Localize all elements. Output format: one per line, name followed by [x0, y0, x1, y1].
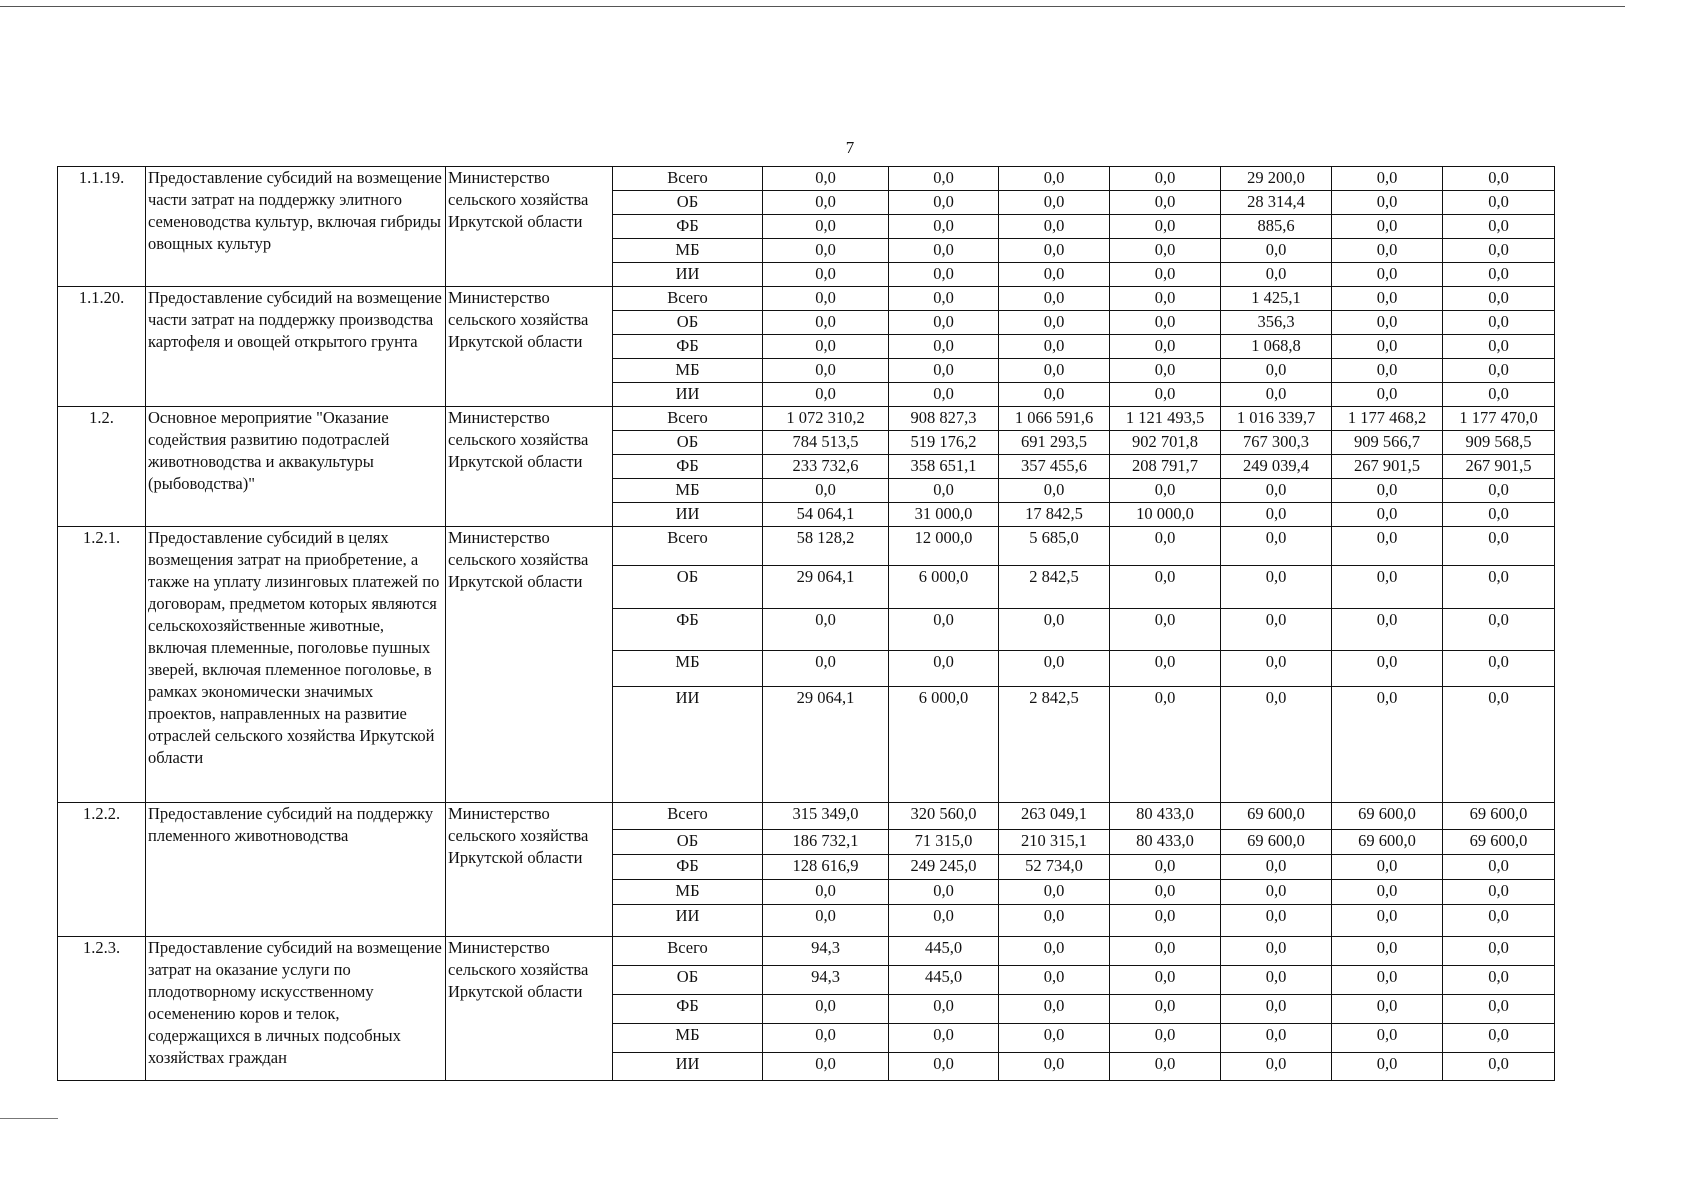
funding-value: 358 651,1: [889, 455, 999, 479]
funding-value: 0,0: [763, 263, 889, 287]
funding-value: 54 064,1: [763, 503, 889, 527]
funding-value: 0,0: [1110, 239, 1221, 263]
funding-value: 0,0: [1110, 687, 1221, 803]
funding-value: 0,0: [763, 651, 889, 687]
funding-value: 0,0: [999, 383, 1110, 407]
funding-value: 0,0: [763, 239, 889, 263]
funding-value: 445,0: [889, 937, 999, 966]
funding-source: ОБ: [613, 566, 763, 609]
funding-value: 29 064,1: [763, 687, 889, 803]
funding-value: 0,0: [1110, 335, 1221, 359]
measure-code: 1.1.19.: [58, 167, 146, 287]
funding-value: 5 685,0: [999, 527, 1110, 566]
funding-value: 0,0: [1443, 609, 1555, 651]
funding-value: 208 791,7: [1110, 455, 1221, 479]
funding-value: 0,0: [1221, 966, 1332, 995]
scan-edge-line: [0, 6, 1625, 7]
funding-source: ФБ: [613, 455, 763, 479]
funding-value: 0,0: [889, 1024, 999, 1053]
funding-value: 28 314,4: [1221, 191, 1332, 215]
measure-executor: Министерство сельского хозяйства Иркутской области: [446, 287, 613, 407]
funding-value: 320 560,0: [889, 803, 999, 830]
funding-value: 0,0: [889, 383, 999, 407]
funding-value: 0,0: [763, 479, 889, 503]
funding-value: 0,0: [1332, 937, 1443, 966]
funding-value: 0,0: [1110, 937, 1221, 966]
funding-source: ИИ: [613, 905, 763, 937]
funding-value: 0,0: [1332, 966, 1443, 995]
table-row: [58, 937, 1555, 966]
funding-value: 80 433,0: [1110, 830, 1221, 855]
funding-source: МБ: [613, 651, 763, 687]
funding-value: 691 293,5: [999, 431, 1110, 455]
funding-value: 0,0: [1110, 855, 1221, 880]
funding-value: 0,0: [1443, 287, 1555, 311]
funding-value: 0,0: [1443, 191, 1555, 215]
funding-value: 0,0: [1221, 905, 1332, 937]
funding-value: 0,0: [1221, 566, 1332, 609]
funding-value: 0,0: [1443, 1053, 1555, 1081]
funding-value: 210 315,1: [999, 830, 1110, 855]
funding-value: 0,0: [1332, 167, 1443, 191]
funding-value: 0,0: [1443, 527, 1555, 566]
budget-table-body: [58, 167, 1555, 1081]
funding-value: 0,0: [999, 1053, 1110, 1081]
funding-value: 0,0: [999, 335, 1110, 359]
funding-value: 0,0: [1221, 1024, 1332, 1053]
funding-source: Всего: [613, 527, 763, 566]
funding-value: 0,0: [763, 335, 889, 359]
funding-source: Всего: [613, 803, 763, 830]
funding-value: 69 600,0: [1221, 830, 1332, 855]
funding-value: 1 121 493,5: [1110, 407, 1221, 431]
measure-name: Предоставление субсидий на возмещение затрат на оказание услуги по плодотворному искусственному осеменению коров и телок, содержащихся в личных подсобных хозяйствах граждан: [146, 937, 446, 1081]
funding-value: 58 128,2: [763, 527, 889, 566]
measure-executor: Министерство сельского хозяйства Иркутской области: [446, 937, 613, 1081]
funding-value: 0,0: [1110, 263, 1221, 287]
funding-value: 0,0: [999, 239, 1110, 263]
funding-value: 1 177 470,0: [1443, 407, 1555, 431]
measure-executor: Министерство сельского хозяйства Иркутской области: [446, 407, 613, 527]
funding-value: 0,0: [889, 1053, 999, 1081]
funding-value: 52 734,0: [999, 855, 1110, 880]
funding-value: 0,0: [1110, 1053, 1221, 1081]
funding-value: 31 000,0: [889, 503, 999, 527]
funding-value: 0,0: [763, 167, 889, 191]
measure-name: Предоставление субсидий на поддержку племенного животноводства: [146, 803, 446, 937]
funding-value: 10 000,0: [1110, 503, 1221, 527]
funding-value: 0,0: [1332, 311, 1443, 335]
funding-source: ОБ: [613, 311, 763, 335]
funding-value: 0,0: [763, 1024, 889, 1053]
funding-value: 0,0: [889, 191, 999, 215]
funding-value: 0,0: [1221, 263, 1332, 287]
funding-value: 1 066 591,6: [999, 407, 1110, 431]
funding-value: 0,0: [889, 167, 999, 191]
funding-value: 6 000,0: [889, 566, 999, 609]
funding-value: 2 842,5: [999, 566, 1110, 609]
funding-value: 0,0: [1110, 167, 1221, 191]
funding-value: 0,0: [889, 609, 999, 651]
funding-value: 0,0: [999, 609, 1110, 651]
funding-source: ФБ: [613, 995, 763, 1024]
funding-value: 0,0: [1110, 905, 1221, 937]
table-row: [58, 287, 1555, 311]
budget-table: [57, 166, 1555, 1081]
funding-value: 0,0: [1332, 687, 1443, 803]
measure-code: 1.2.1.: [58, 527, 146, 803]
measure-name: Основное мероприятие "Оказание содействия развитию подотраслей животноводства и аквакультуры (рыбоводства)": [146, 407, 446, 527]
measure-executor: Министерство сельского хозяйства Иркутской области: [446, 803, 613, 937]
funding-value: 0,0: [763, 191, 889, 215]
funding-value: 0,0: [889, 995, 999, 1024]
funding-value: 0,0: [1332, 383, 1443, 407]
funding-value: 0,0: [763, 287, 889, 311]
funding-source: ФБ: [613, 609, 763, 651]
funding-value: 0,0: [1332, 905, 1443, 937]
funding-value: 0,0: [1443, 905, 1555, 937]
funding-value: 0,0: [889, 651, 999, 687]
funding-value: 0,0: [1221, 359, 1332, 383]
funding-source: ОБ: [613, 966, 763, 995]
funding-source: ФБ: [613, 855, 763, 880]
funding-value: 0,0: [1110, 191, 1221, 215]
funding-value: 2 842,5: [999, 687, 1110, 803]
measure-code: 1.1.20.: [58, 287, 146, 407]
funding-value: 186 732,1: [763, 830, 889, 855]
funding-source: ИИ: [613, 687, 763, 803]
funding-value: 0,0: [889, 287, 999, 311]
funding-value: 263 049,1: [999, 803, 1110, 830]
funding-value: 1 016 339,7: [1221, 407, 1332, 431]
funding-value: 0,0: [763, 995, 889, 1024]
funding-value: 0,0: [1443, 479, 1555, 503]
funding-value: 0,0: [1221, 937, 1332, 966]
funding-value: 0,0: [1443, 937, 1555, 966]
funding-value: 0,0: [1443, 383, 1555, 407]
funding-value: 80 433,0: [1110, 803, 1221, 830]
funding-value: 29 064,1: [763, 566, 889, 609]
funding-value: 0,0: [1332, 855, 1443, 880]
funding-value: 0,0: [889, 215, 999, 239]
table-row: [58, 167, 1555, 191]
funding-value: 0,0: [1110, 880, 1221, 905]
funding-value: 0,0: [1110, 527, 1221, 566]
funding-value: 1 425,1: [1221, 287, 1332, 311]
funding-value: 94,3: [763, 937, 889, 966]
funding-value: 0,0: [999, 263, 1110, 287]
funding-value: 0,0: [1332, 566, 1443, 609]
funding-value: 0,0: [999, 880, 1110, 905]
funding-value: 0,0: [1332, 479, 1443, 503]
funding-value: 0,0: [1332, 1024, 1443, 1053]
funding-value: 0,0: [1110, 995, 1221, 1024]
table-row: [58, 803, 1555, 830]
measure-code: 1.2.: [58, 407, 146, 527]
funding-value: 0,0: [1443, 995, 1555, 1024]
funding-value: 0,0: [1221, 880, 1332, 905]
measure-executor: Министерство сельского хозяйства Иркутской области: [446, 527, 613, 803]
funding-value: 0,0: [763, 1053, 889, 1081]
funding-source: ОБ: [613, 191, 763, 215]
funding-value: 0,0: [1221, 383, 1332, 407]
funding-source: Всего: [613, 167, 763, 191]
funding-value: 0,0: [763, 215, 889, 239]
funding-value: 0,0: [1110, 287, 1221, 311]
funding-value: 0,0: [1221, 995, 1332, 1024]
funding-value: 0,0: [1443, 687, 1555, 803]
funding-value: 0,0: [1443, 651, 1555, 687]
funding-value: 0,0: [999, 937, 1110, 966]
funding-value: 0,0: [1443, 359, 1555, 383]
funding-value: 0,0: [1110, 651, 1221, 687]
funding-value: 0,0: [1332, 287, 1443, 311]
funding-value: 0,0: [763, 359, 889, 383]
funding-value: 1 068,8: [1221, 335, 1332, 359]
funding-value: 0,0: [1443, 880, 1555, 905]
funding-value: 17 842,5: [999, 503, 1110, 527]
funding-value: 29 200,0: [1221, 167, 1332, 191]
funding-value: 0,0: [999, 167, 1110, 191]
funding-value: 0,0: [999, 479, 1110, 503]
funding-value: 0,0: [1332, 880, 1443, 905]
measure-executor: Министерство сельского хозяйства Иркутской области: [446, 167, 613, 287]
funding-value: 69 600,0: [1332, 830, 1443, 855]
funding-value: 0,0: [999, 995, 1110, 1024]
funding-value: 0,0: [999, 1024, 1110, 1053]
funding-source: Всего: [613, 937, 763, 966]
funding-value: 0,0: [999, 287, 1110, 311]
funding-value: 69 600,0: [1443, 803, 1555, 830]
funding-source: ФБ: [613, 215, 763, 239]
funding-value: 0,0: [1332, 1053, 1443, 1081]
funding-value: 0,0: [889, 359, 999, 383]
funding-value: 0,0: [999, 311, 1110, 335]
funding-value: 0,0: [1443, 966, 1555, 995]
funding-source: МБ: [613, 239, 763, 263]
funding-value: 12 000,0: [889, 527, 999, 566]
funding-source: ИИ: [613, 263, 763, 287]
funding-value: 0,0: [1110, 609, 1221, 651]
funding-source: МБ: [613, 479, 763, 503]
funding-value: 1 072 310,2: [763, 407, 889, 431]
funding-value: 0,0: [1221, 239, 1332, 263]
scan-edge-line: [0, 1118, 58, 1119]
funding-value: 94,3: [763, 966, 889, 995]
measure-code: 1.2.3.: [58, 937, 146, 1081]
funding-source: МБ: [613, 359, 763, 383]
funding-source: МБ: [613, 1024, 763, 1053]
funding-value: 1 177 468,2: [1332, 407, 1443, 431]
funding-value: 0,0: [999, 359, 1110, 383]
funding-value: 0,0: [999, 191, 1110, 215]
funding-source: ФБ: [613, 335, 763, 359]
measure-name: Предоставление субсидий в целях возмещения затрат на приобретение, а также на уплату лизинговых платежей по договорам, предметом которых являются сельскохозяйственные животные, включая племенные, поголовье пушных зверей, включая племенное поголовье, в рамках экономически значимых проектов, направленных на развитие отраслей сельского хозяйства Иркутской области: [146, 527, 446, 803]
funding-value: 0,0: [1221, 687, 1332, 803]
funding-value: 0,0: [1443, 566, 1555, 609]
funding-value: 0,0: [1110, 359, 1221, 383]
funding-value: 0,0: [889, 479, 999, 503]
funding-value: 0,0: [1443, 1024, 1555, 1053]
funding-value: 909 568,5: [1443, 431, 1555, 455]
funding-value: 0,0: [1221, 527, 1332, 566]
funding-value: 0,0: [1110, 479, 1221, 503]
funding-value: 233 732,6: [763, 455, 889, 479]
funding-source: ИИ: [613, 1053, 763, 1081]
funding-value: 267 901,5: [1332, 455, 1443, 479]
funding-source: ОБ: [613, 431, 763, 455]
table-row: [58, 527, 1555, 566]
funding-value: 0,0: [1110, 215, 1221, 239]
funding-value: 784 513,5: [763, 431, 889, 455]
funding-source: Всего: [613, 287, 763, 311]
funding-value: 6 000,0: [889, 687, 999, 803]
funding-value: 0,0: [1332, 527, 1443, 566]
funding-value: 0,0: [1221, 503, 1332, 527]
funding-value: 0,0: [1332, 651, 1443, 687]
funding-value: 69 600,0: [1332, 803, 1443, 830]
funding-value: 0,0: [889, 905, 999, 937]
funding-value: 0,0: [999, 651, 1110, 687]
funding-value: 885,6: [1221, 215, 1332, 239]
funding-value: 0,0: [1110, 383, 1221, 407]
funding-value: 0,0: [763, 905, 889, 937]
funding-source: МБ: [613, 880, 763, 905]
funding-source: Всего: [613, 407, 763, 431]
funding-value: 0,0: [1443, 215, 1555, 239]
funding-value: 0,0: [1443, 311, 1555, 335]
funding-value: 69 600,0: [1221, 803, 1332, 830]
funding-value: 0,0: [1332, 359, 1443, 383]
funding-value: 71 315,0: [889, 830, 999, 855]
funding-value: 0,0: [1221, 609, 1332, 651]
funding-value: 0,0: [1332, 215, 1443, 239]
funding-value: 0,0: [999, 905, 1110, 937]
funding-value: 0,0: [999, 215, 1110, 239]
measure-code: 1.2.2.: [58, 803, 146, 937]
funding-value: 0,0: [1332, 609, 1443, 651]
funding-value: 0,0: [1443, 335, 1555, 359]
funding-value: 0,0: [1332, 239, 1443, 263]
funding-value: 0,0: [889, 239, 999, 263]
funding-value: 0,0: [889, 311, 999, 335]
funding-value: 0,0: [889, 880, 999, 905]
funding-value: 0,0: [763, 609, 889, 651]
funding-value: 357 455,6: [999, 455, 1110, 479]
funding-value: 0,0: [1221, 855, 1332, 880]
measure-name: Предоставление субсидий на возмещение части затрат на поддержку производства картофеля и овощей открытого грунта: [146, 287, 446, 407]
funding-value: 0,0: [1221, 1053, 1332, 1081]
funding-value: 0,0: [763, 311, 889, 335]
funding-value: 69 600,0: [1443, 830, 1555, 855]
funding-value: 0,0: [1110, 566, 1221, 609]
funding-value: 356,3: [1221, 311, 1332, 335]
funding-value: 0,0: [999, 966, 1110, 995]
funding-value: 908 827,3: [889, 407, 999, 431]
funding-value: 0,0: [1443, 239, 1555, 263]
funding-value: 909 566,7: [1332, 431, 1443, 455]
funding-value: 0,0: [1443, 167, 1555, 191]
funding-value: 0,0: [1443, 503, 1555, 527]
measure-name: Предоставление субсидий на возмещение части затрат на поддержку элитного семеноводства культур, включая гибриды овощных культур: [146, 167, 446, 287]
funding-value: 267 901,5: [1443, 455, 1555, 479]
funding-value: 0,0: [1221, 651, 1332, 687]
funding-value: 0,0: [1110, 1024, 1221, 1053]
funding-value: 0,0: [1110, 966, 1221, 995]
funding-value: 0,0: [1221, 479, 1332, 503]
funding-value: 0,0: [889, 335, 999, 359]
funding-value: 0,0: [889, 263, 999, 287]
page-number: 7: [845, 138, 855, 157]
funding-value: 0,0: [1332, 335, 1443, 359]
funding-value: 249 245,0: [889, 855, 999, 880]
funding-value: 249 039,4: [1221, 455, 1332, 479]
funding-value: 0,0: [1332, 263, 1443, 287]
funding-value: 315 349,0: [763, 803, 889, 830]
funding-source: ОБ: [613, 830, 763, 855]
funding-value: 0,0: [763, 880, 889, 905]
table-row: [58, 407, 1555, 431]
funding-value: 128 616,9: [763, 855, 889, 880]
funding-value: 0,0: [1443, 855, 1555, 880]
funding-value: 767 300,3: [1221, 431, 1332, 455]
funding-value: 902 701,8: [1110, 431, 1221, 455]
funding-value: 0,0: [1110, 311, 1221, 335]
funding-value: 0,0: [1443, 263, 1555, 287]
funding-value: 519 176,2: [889, 431, 999, 455]
funding-source: ИИ: [613, 383, 763, 407]
funding-value: 0,0: [1332, 503, 1443, 527]
funding-source: ИИ: [613, 503, 763, 527]
funding-value: 445,0: [889, 966, 999, 995]
funding-value: 0,0: [763, 383, 889, 407]
funding-value: 0,0: [1332, 995, 1443, 1024]
funding-value: 0,0: [1332, 191, 1443, 215]
